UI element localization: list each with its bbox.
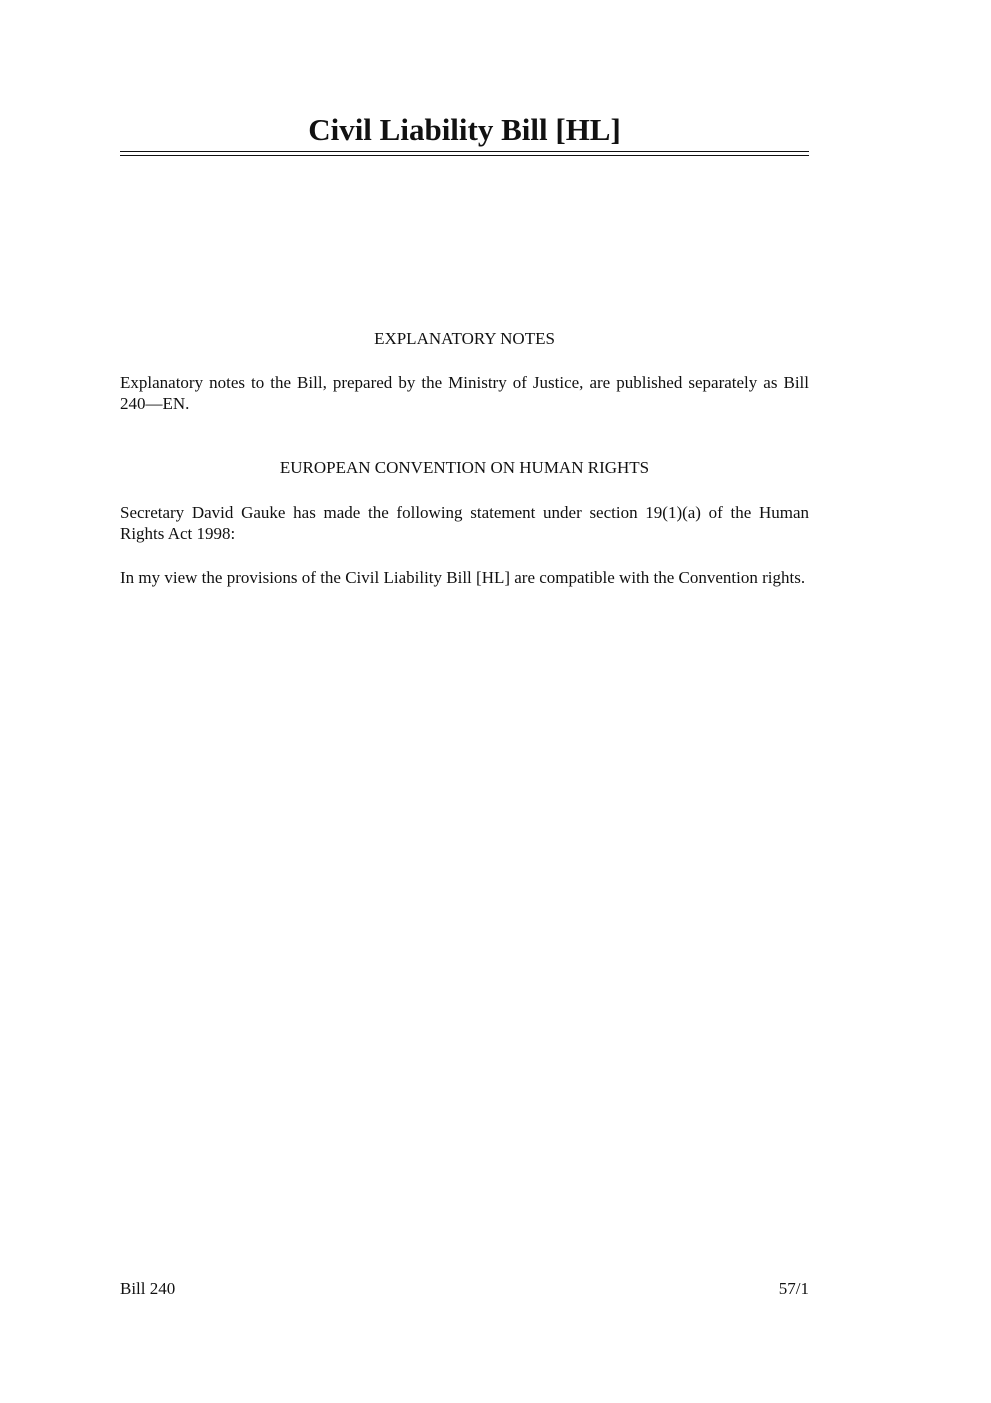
echr-statement: In my view the provisions of the Civil Liability Bill [HL] are compatible with the Convention rights.: [120, 568, 806, 587]
title-rule-bottom: [120, 155, 809, 156]
echr-statement-intro: Secretary David Gauke has made the following statement under section 19(1)(a) of the Human Rights Act 1998:: [120, 503, 809, 543]
title-rule-top: [120, 151, 809, 152]
explanatory-notes-heading: EXPLANATORY NOTES: [374, 329, 555, 348]
explanatory-notes-text: Explanatory notes to the Bill, prepared by the Ministry of Justice, are published separately as Bill 240—EN.: [120, 373, 809, 413]
footer-page-ref: 57/1: [778, 1279, 809, 1298]
echr-heading: EUROPEAN CONVENTION ON HUMAN RIGHTS: [279, 458, 650, 477]
footer-bill-number: Bill 240: [120, 1279, 176, 1298]
bill-title: Civil Liability Bill [HL]: [308, 112, 621, 147]
